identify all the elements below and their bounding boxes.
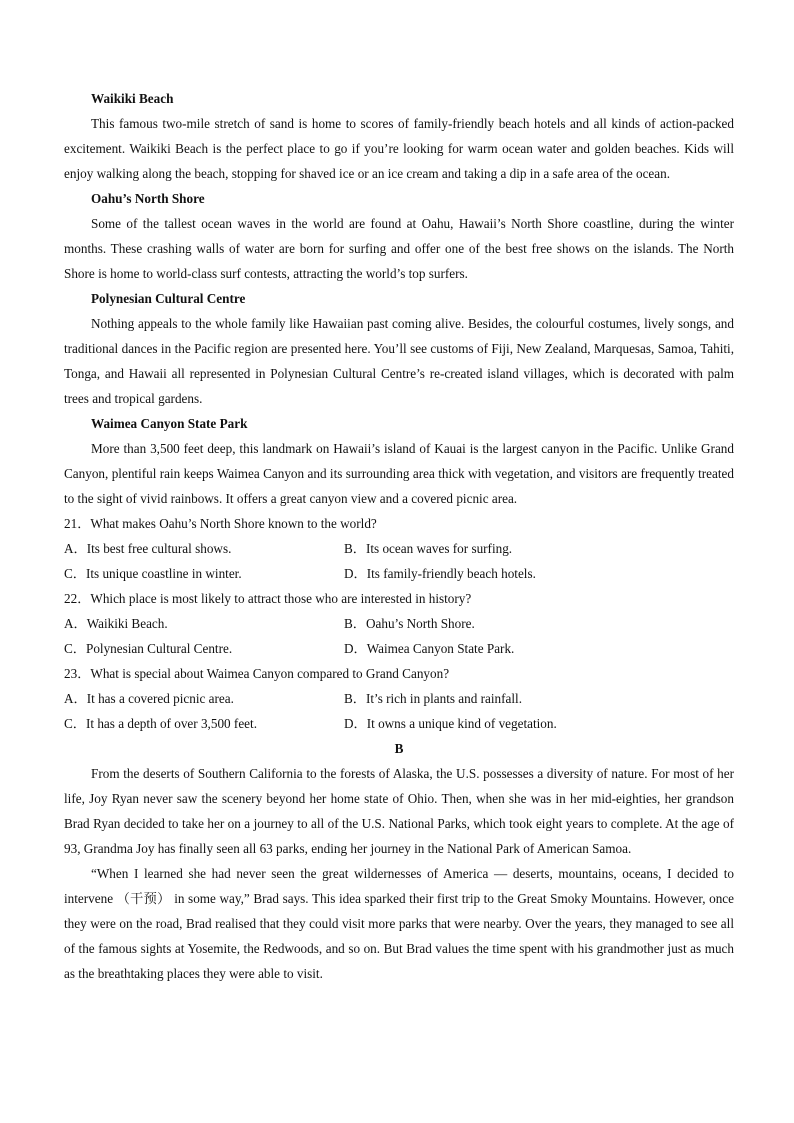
question-stem: 22．Which place is most likely to attract those who are interested in history? bbox=[64, 591, 472, 606]
option-b: B．Oahu’s North Shore. bbox=[344, 616, 475, 631]
paragraph: Some of the tallest ocean waves in the world are found at Oahu, Hawaii’s North Shore coastline, during the winter months. These crashing walls of water are born for surfing and offer one of the best free shows on the islands. The North Shore is home to world-class surf contests, attracting the world’s top surfers. bbox=[64, 216, 734, 281]
option-d: D．Waimea Canyon State Park. bbox=[344, 641, 515, 656]
section-heading: Waimea Canyon State Park bbox=[91, 416, 248, 431]
option-a: A．It has a covered picnic area. bbox=[64, 691, 234, 706]
paragraph: This famous two-mile stretch of sand is home to scores of family-friendly beach hotels and all kinds of action-packed excitement. Waikiki Beach is the perfect place to go if you’re looking for warm ocean water and golden beaches. Kids will enjoy walking along the beach, stopping for shaved ice or an ice cream and taking a dip in a safe area of the ocean. bbox=[64, 116, 734, 181]
question-23 bbox=[64, 661, 734, 736]
paragraph: From the deserts of Southern California to the forests of Alaska, the U.S. possesses a diversity of nature. For most of her life, Joy Ryan never saw the scenery beyond her home state of Ohio. Then, when she was in her mid-eighties, her grandson Brad Ryan decided to take her on a journey to all of the U.S. National Parks, which took eight years to complete. At the age of 93, Grandma Joy has finally seen all 63 parks, ending her journey in the National Park of American Samoa. bbox=[64, 766, 734, 856]
paragraph: More than 3,500 feet deep, this landmark on Hawaii’s island of Kauai is the largest canyon in the Pacific. Unlike Grand Canyon, plentiful rain keeps Waimea Canyon and its surrounding area thick with vegetation, and visitors are frequently treated to the sight of vivid rainbows. It offers a great canyon view and a covered picnic area. bbox=[64, 441, 734, 506]
document-page bbox=[64, 86, 734, 986]
section-heading: Waikiki Beach bbox=[91, 91, 174, 106]
section-heading: Polynesian Cultural Centre bbox=[91, 291, 246, 306]
section-label: B bbox=[394, 741, 404, 756]
attraction-north-shore bbox=[64, 186, 734, 286]
option-d: D．Its family-friendly beach hotels. bbox=[344, 566, 536, 581]
option-c: C．Polynesian Cultural Centre. bbox=[64, 641, 233, 656]
question-22 bbox=[64, 586, 734, 661]
attraction-polynesian bbox=[64, 286, 734, 411]
paragraph: “When I learned she had never seen the great wildernesses of America — deserts, mountains, oceans, I decided to intervene （干预） in some way,” Brad says. This idea sparked their first trip to the Great Smoky Mountains. However, once they were on the road, Brad realised that they could visit more parks that were nearby. Over the years, they managed to see all of the famous sights at Yosemite, the Redwoods, and so on. But Brad values the time spent with his grandmother just as much as the breathtaking places they were able to visit. bbox=[64, 866, 734, 981]
option-d: D．It owns a unique kind of vegetation. bbox=[344, 716, 557, 731]
option-a: A．Its best free cultural shows. bbox=[64, 541, 232, 556]
option-b: B．It’s rich in plants and rainfall. bbox=[344, 691, 522, 706]
paragraph: Nothing appeals to the whole family like Hawaiian past coming alive. Besides, the colourful costumes, lively songs, and traditional dances in the Pacific region are presented here. You’ll see customs of Fiji, New Zealand, Marquesas, Samoa, Tahiti, Tonga, and Hawaii all represented in Polynesian Cultural Centre’s re-created island villages, which is decorated with palm trees and tropical gardens. bbox=[64, 316, 734, 406]
attraction-waikiki bbox=[64, 86, 734, 186]
option-a: A．Waikiki Beach. bbox=[64, 616, 168, 631]
question-stem: 21．What makes Oahu’s North Shore known to the world? bbox=[64, 516, 377, 531]
section-heading: Oahu’s North Shore bbox=[91, 191, 205, 206]
attraction-waimea bbox=[64, 411, 734, 511]
option-c: C．Its unique coastline in winter. bbox=[64, 566, 242, 581]
question-21 bbox=[64, 511, 734, 586]
option-c: C．It has a depth of over 3,500 feet. bbox=[64, 716, 257, 731]
option-b: B．Its ocean waves for surfing. bbox=[344, 541, 513, 556]
question-stem: 23．What is special about Waimea Canyon compared to Grand Canyon? bbox=[64, 666, 450, 681]
